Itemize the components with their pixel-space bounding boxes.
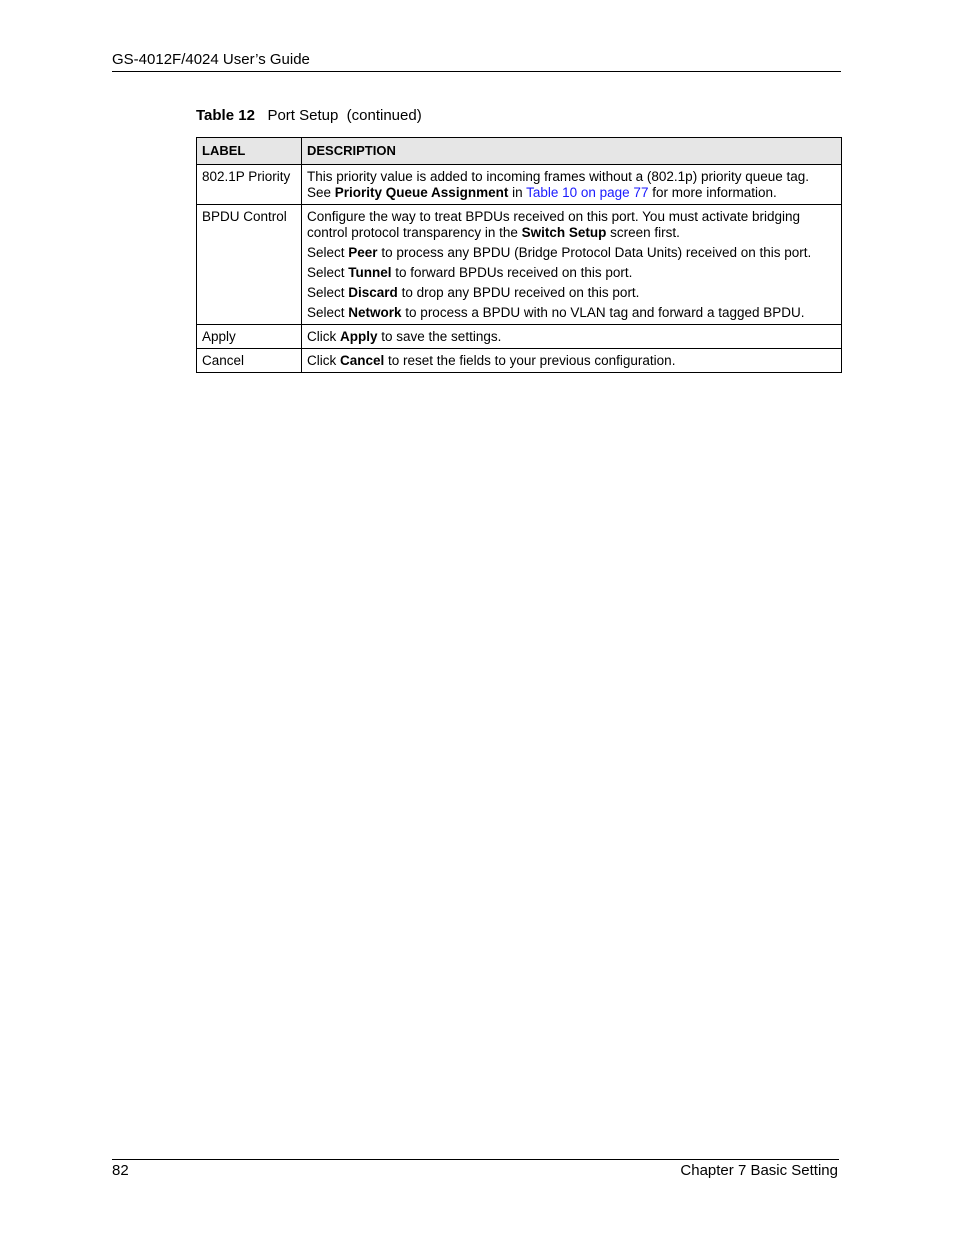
row-description — [302, 349, 842, 373]
text-run: Click — [307, 353, 340, 368]
description-paragraph — [307, 285, 836, 301]
text-run: Click — [307, 329, 340, 344]
text-run: to process any BPDU (Bridge Protocol Data Units) received on this port. — [377, 245, 812, 260]
table-row — [197, 165, 842, 205]
text-run: screen first. — [606, 225, 680, 240]
text-run: to save the settings. — [377, 329, 502, 344]
port-setup-table — [196, 137, 842, 373]
ui-term: Switch Setup — [521, 225, 607, 240]
footer-divider — [112, 1159, 839, 1160]
row-description — [302, 205, 842, 325]
ui-term: Peer — [348, 245, 378, 260]
text-run: This priority value is added to incoming frames without a (802.1p) priority queue tag. See — [307, 169, 810, 200]
table-row — [197, 205, 842, 325]
text-run: Select — [307, 265, 349, 280]
table-title: Port Setup (continued) — [267, 107, 422, 124]
text-run: Select — [307, 245, 349, 260]
ui-term: Tunnel — [348, 265, 392, 280]
text-run: Select — [307, 285, 349, 300]
ui-term: Network — [348, 305, 402, 320]
text-run: Configure the way to treat BPDUs received on this port. You must activate bridging control protocol transparency in the — [307, 209, 801, 240]
table-number: Table 12 — [196, 107, 255, 124]
ui-term: Priority Queue Assignment — [334, 185, 509, 200]
table-row — [197, 349, 842, 373]
description-paragraph — [307, 265, 836, 281]
ui-term: Discard — [348, 285, 398, 300]
description-paragraph — [307, 209, 836, 241]
column-header-label: LABEL — [197, 138, 302, 165]
column-header-description: DESCRIPTION — [302, 138, 842, 165]
text-run: to reset the fields to your previous configuration. — [384, 353, 676, 368]
running-header: GS-4012F/4024 User’s Guide — [112, 51, 310, 68]
table-body — [197, 165, 842, 373]
text-run: in — [508, 185, 527, 200]
chapter-title: Chapter 7 Basic Setting — [680, 1162, 838, 1179]
text-run: to process a BPDU with no VLAN tag and forward a tagged BPDU. — [401, 305, 805, 320]
text-run: to forward BPDUs received on this port. — [391, 265, 633, 280]
row-label: Cancel — [197, 349, 302, 373]
table-row — [197, 325, 842, 349]
row-label: Apply — [197, 325, 302, 349]
page-number: 82 — [112, 1162, 129, 1179]
header-divider — [112, 71, 841, 72]
table-header-row — [197, 138, 842, 165]
row-label: 802.1P Priority — [197, 165, 302, 205]
ui-term: Cancel — [340, 353, 385, 368]
text-run: Select — [307, 305, 349, 320]
ui-term: Apply — [340, 329, 378, 344]
description-paragraph — [307, 329, 836, 345]
description-paragraph — [307, 169, 836, 201]
row-description — [302, 165, 842, 205]
text-run: for more information. — [648, 185, 777, 200]
description-paragraph — [307, 305, 836, 321]
cross-reference-link[interactable]: Table 10 on page 77 — [526, 185, 649, 200]
description-paragraph — [307, 245, 836, 261]
row-label: BPDU Control — [197, 205, 302, 325]
description-paragraph — [307, 353, 836, 369]
table-caption — [196, 107, 422, 124]
row-description — [302, 325, 842, 349]
text-run: to drop any BPDU received on this port. — [397, 285, 640, 300]
